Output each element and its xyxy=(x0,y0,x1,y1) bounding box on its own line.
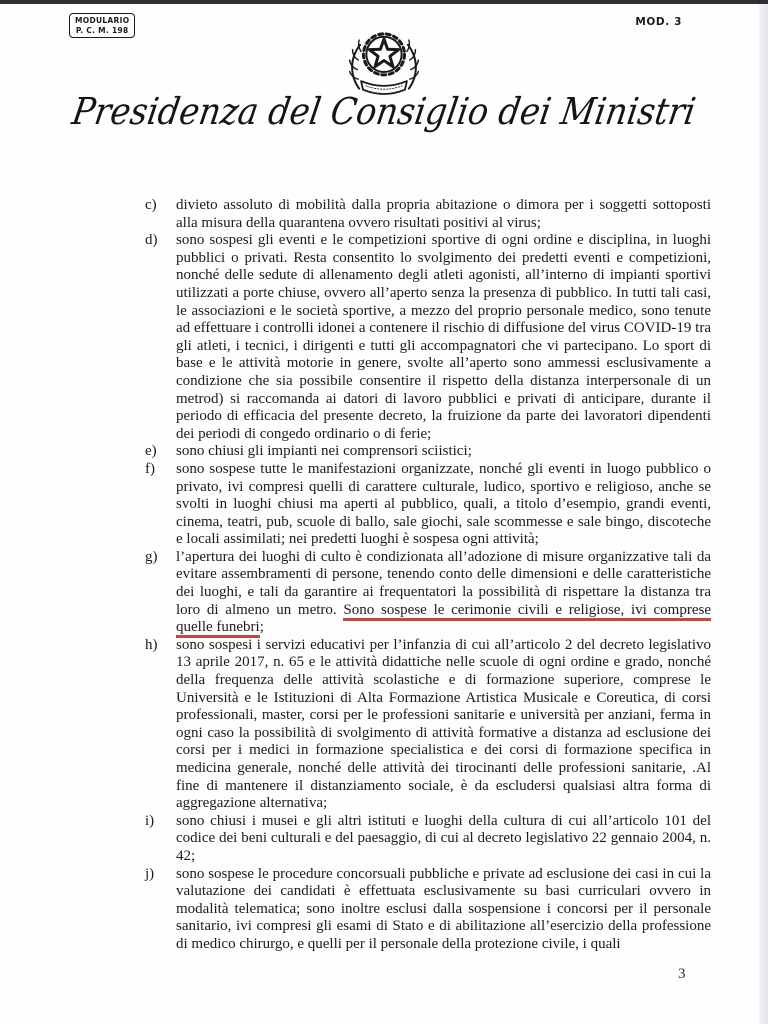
item-text-plain: ; xyxy=(259,619,264,636)
list-item xyxy=(145,813,711,866)
mod-number-label: MOD. 3 xyxy=(635,16,682,28)
item-letter-label: h) xyxy=(145,636,158,653)
item-letter-label: i) xyxy=(145,812,155,829)
item-text: sono chiusi i musei e gli altri istituti e luoghi della cultura di cui all’articolo 101 del codice dei beni culturali e del paesaggio, di cui al decreto legislativo 22 gennaio 2004, n. 42; xyxy=(176,812,711,864)
item-letter-label: f) xyxy=(145,460,155,477)
list-item xyxy=(145,443,711,461)
item-text: sono sospesi i servizi educativi per l’infanzia di cui all’articolo 2 del decreto legislativo 13 aprile 2017, n. 65 e le attività didattiche nelle scuole di ogni ordine e grado, nonché della frequenza delle attività scolastiche e di formazione superiore, comprese le Università e le Istituzioni di Alta Formazione Artistica Musicale e Coreutica, di corsi professionali, master, corsi per le professioni sanitarie e università per anziani, ferma in ogni caso la possibilità di svolgimento di attività formative a distanza ad esclusione dei corsi per i medici in formazione specialistica e dei corsi di formazione specifica in medicina generale, nonché delle attività dei tirocinanti delle professioni sanitarie, .Al fine di mantenere il distanziamento sociale, è da escludersi qualsiasi altra forma di aggregazione alternativa; xyxy=(176,636,711,812)
item-text: sono chiusi gli impianti nei comprensori sciistici; xyxy=(176,443,472,460)
item-text: divieto assoluto di mobilità dalla propria abitazione o dimora per i soggetti sottoposti alla misura della quarantena ovvero risultati positivi al virus; xyxy=(176,197,711,231)
list-item xyxy=(145,549,711,637)
item-text: sono sospese tutte le manifestazioni organizzate, nonché gli eventi in luogo pubblico o privato, ivi compresi quelli di carattere culturale, ludico, sportivo e religioso, anche se svolti in luoghi chiusi ma aperti al pubblico, quali, a titolo d’esempio, grandi eventi, cinema, teatri, pub, scuole di ballo, sale giochi, sale scommesse e sale bingo, discoteche e locali assimilati; nei predetti luoghi è sospesa ogni attività; xyxy=(176,460,711,548)
list-item xyxy=(145,866,711,954)
list-item xyxy=(145,461,711,549)
item-letter-label: g) xyxy=(145,548,158,565)
page-number: 3 xyxy=(678,966,686,982)
modulario-stamp-line1: MODULARIO xyxy=(75,16,130,25)
red-underlined-text: Sono sospese le cerimonie civili e religiose, ivi comprese quelle funebri xyxy=(176,602,711,639)
item-letter-label: c) xyxy=(145,197,157,213)
letterhead-script-title: Presidenza del Consiglio dei Ministri xyxy=(69,90,699,133)
item-text: sono sospese le procedure concorsuali pubbliche e private ad esclusione dei casi in cui la valutazione dei candidati è effettuata esclusivamente su basi curriculari ovvero in modalità telematica; sono inoltre esclusi dalla sospensione i concorsi per il personale sanitario, ivi compresi gli esami di Stato e di abilitazione all’esercizio della professione di medico chirurgo, e quelli per il personale della protezione civile, i quali xyxy=(176,865,711,952)
item-text xyxy=(176,549,711,637)
item-text-plain: l’apertura dei luoghi di culto è condizionata all’adozione di misure organizzative tali da evitare assembramenti di persone, tenendo conto delle dimensioni e delle caratteristiche dei luoghi, e tali da garantire ai frequentatori la possibilità di rispettare la distanza tra loro di almeno un metro. xyxy=(176,548,711,618)
scan-edge-right xyxy=(759,4,768,1024)
list-item xyxy=(145,197,711,232)
modulario-stamp xyxy=(69,13,135,38)
item-letter-label: j) xyxy=(145,865,155,882)
item-letter-label: e) xyxy=(145,443,157,460)
item-text: sono sospesi gli eventi e le competizioni sportive di ogni ordine e disciplina, in luoghi pubblici o privati. Resta consentito lo svolgimento dei predetti eventi e competizioni, nonché delle sedute di allenamento degli atleti agonisti, all’interno di impianti sportivi utilizzati a porte chiuse, ovvero all’aperto senza la presenza di pubblico. In tutti tali casi, le associazioni e le società sportive, a mezzo del proprio personale medico, sono tenute ad effettuare i controlli idonei a contenere il rischio di diffusione del virus COVID-19 tra gli atleti, i tecnici, i dirigenti e tutti gli accompagnatori che vi partecipano. Lo sport di base e le attività motorie in genere, svolte all’aperto sono ammessi esclusivamente a condizione che sia possibile consentire il rispetto della distanza interpersonale di un metrod) si raccomanda ai datori di lavoro pubblici e privati di anticipare, durante il periodo di efficacia del presente decreto, la fruizione da parte dei lavoratori dipendenti dei periodi di congedo ordinario o di ferie; xyxy=(176,232,711,442)
decree-items-list xyxy=(145,197,711,954)
modulario-stamp-line2: P. C. M. 198 xyxy=(75,25,129,35)
scan-edge-top xyxy=(0,0,768,4)
list-item xyxy=(145,232,711,443)
item-letter-label: d) xyxy=(145,232,158,249)
list-item xyxy=(145,637,711,813)
